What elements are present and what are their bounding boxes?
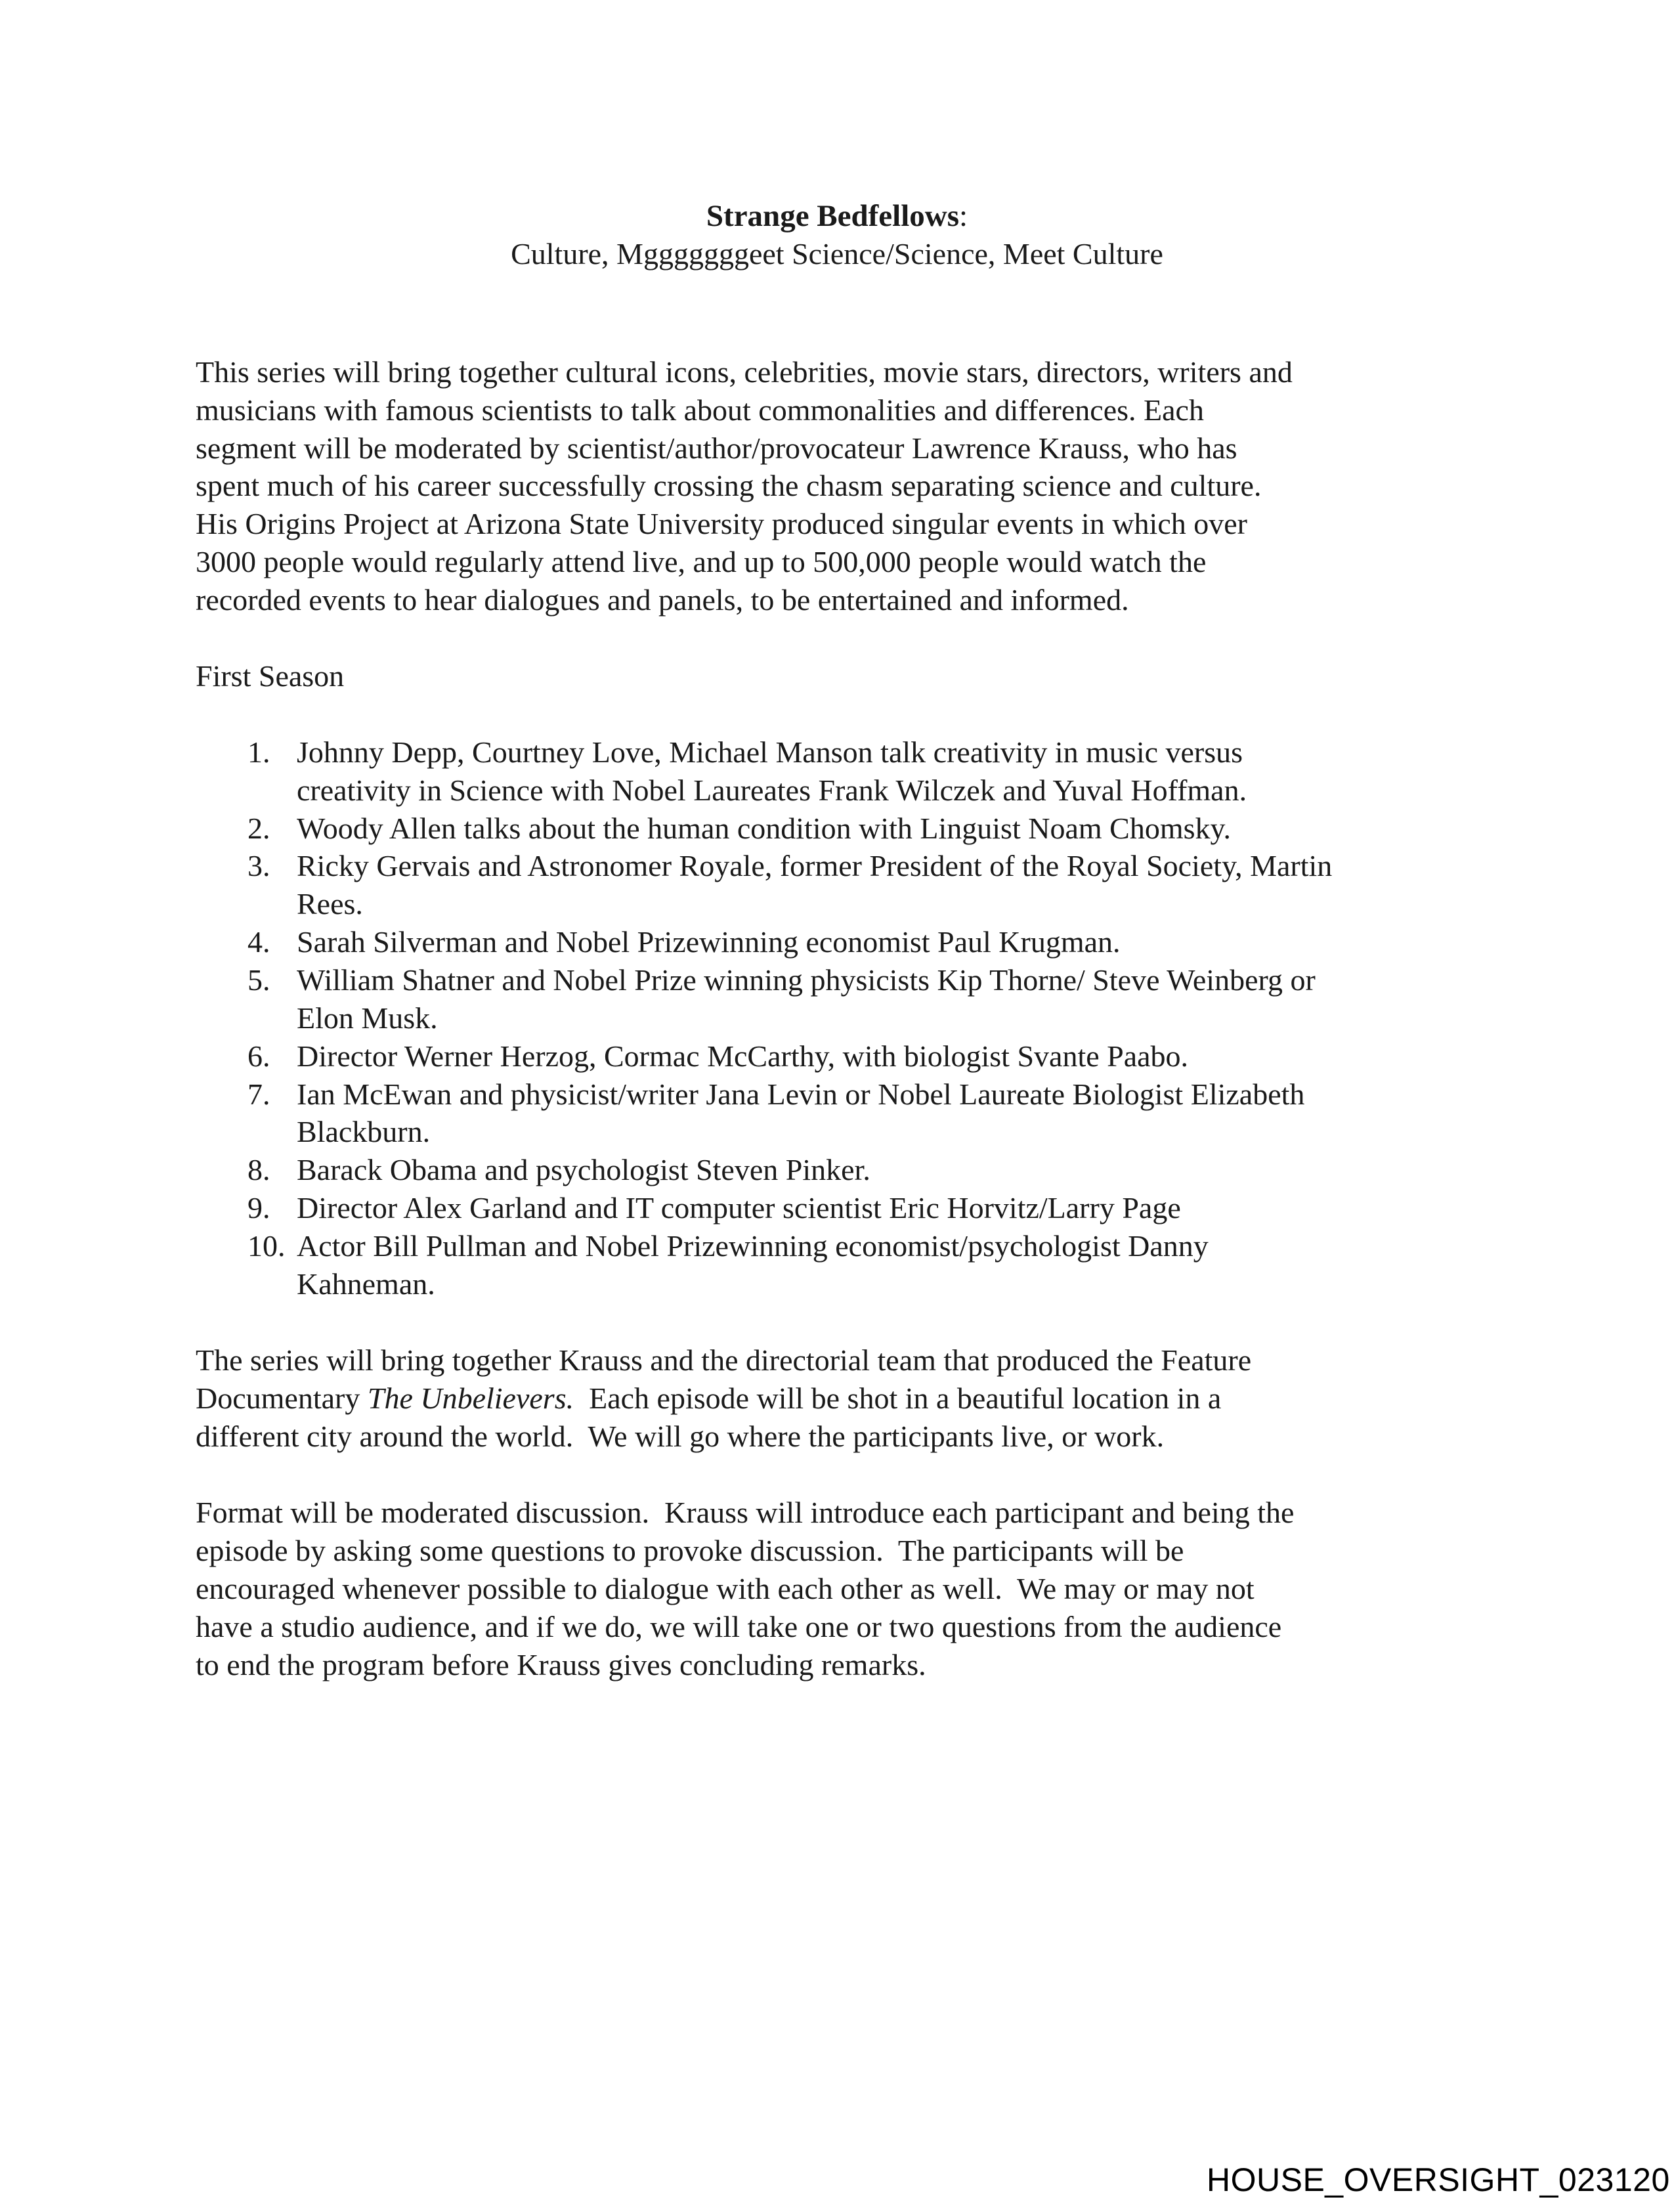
list-item-number: 9. (247, 1191, 270, 1225)
paragraph-line: episode by asking some questions to provoke discussion. The participants will be (196, 1534, 1184, 1567)
text-run: Each episode will be shot in a beautiful location in a (574, 1381, 1222, 1415)
title-colon: : (959, 199, 968, 233)
paragraph-line: This series will bring together cultural icons, celebrities, movie stars, directors, writers and (196, 355, 1293, 389)
list-item-text: Actor Bill Pullman and Nobel Prizewinning economist/psychologist Danny (297, 1229, 1209, 1263)
list-item-number: 1. (247, 735, 270, 769)
paragraph-line: Format will be moderated discussion. Krauss will introduce each participant and being the (196, 1496, 1295, 1529)
list-item-text: Blackburn. (297, 1115, 431, 1148)
document-subtitle: Culture, Mgggggggeet Science/Science, Meet Culture (511, 237, 1163, 271)
list-item-text: Elon Musk. (297, 1001, 438, 1035)
paragraph-line: 3000 people would regularly attend live, and up to 500,000 people would watch the (196, 545, 1207, 578)
paragraph-line (196, 1379, 1221, 1418)
list-item-number: 7. (247, 1077, 270, 1111)
list-item-text: Woody Allen talks about the human condition with Linguist Noam Chomsky. (297, 812, 1232, 845)
paragraph-line: spent much of his career successfully crossing the chasm separating science and culture. (196, 469, 1262, 502)
film-title: The Unbelievers. (367, 1381, 574, 1415)
paragraph-line: musicians with famous scientists to talk about commonalities and differences. Each (196, 393, 1204, 427)
list-item-text: Sarah Silverman and Nobel Prizewinning economist Paul Krugman. (297, 925, 1121, 959)
list-item-text: William Shatner and Nobel Prize winning physicists Kip Thorne/ Steve Weinberg or (297, 963, 1316, 997)
paragraph-line: The series will bring together Krauss and the directorial team that produced the Feature (196, 1343, 1252, 1377)
bates-stamp: HOUSE_OVERSIGHT_023120 (1207, 2161, 1670, 2198)
paragraph-line: have a studio audience, and if we do, we will take one or two questions from the audience (196, 1610, 1282, 1643)
list-item-text: Ricky Gervais and Astronomer Royale, former President of the Royal Society, Martin (297, 849, 1333, 882)
season-heading: First Season (196, 659, 345, 693)
document-title (0, 197, 1674, 235)
list-item-number: 3. (247, 849, 270, 882)
list-item-number: 6. (247, 1039, 270, 1073)
list-item-number: 2. (247, 812, 270, 845)
list-item-text: Ian McEwan and physicist/writer Jana Levin or Nobel Laureate Biologist Elizabeth (297, 1077, 1305, 1111)
list-item-text: Barack Obama and psychologist Steven Pinker. (297, 1153, 870, 1186)
list-item-number: 8. (247, 1153, 270, 1186)
paragraph-line: to end the program before Krauss gives concluding remarks. (196, 1648, 926, 1681)
paragraph-line: His Origins Project at Arizona State University produced singular events in which over (196, 507, 1247, 540)
list-item-text: Kahneman. (297, 1267, 435, 1301)
list-item-text: creativity in Science with Nobel Laureates Frank Wilczek and Yuval Hoffman. (297, 773, 1247, 807)
list-item-text: Director Alex Garland and IT computer scientist Eric Horvitz/Larry Page (297, 1191, 1181, 1225)
list-item-text: Johnny Depp, Courtney Love, Michael Manson talk creativity in music versus (297, 735, 1243, 769)
paragraph-line: encouraged whenever possible to dialogue with each other as well. We may or may not (196, 1572, 1255, 1605)
list-item-text: Rees. (297, 887, 363, 921)
text-run: Documentary (196, 1381, 368, 1415)
list-item-text: Director Werner Herzog, Cormac McCarthy, with biologist Svante Paabo. (297, 1039, 1189, 1073)
list-item-number: 4. (247, 925, 270, 959)
list-item-number: 5. (247, 963, 270, 997)
list-item-number: 10. (247, 1229, 286, 1263)
paragraph-line: recorded events to hear dialogues and panels, to be entertained and informed. (196, 583, 1129, 617)
title-text: Strange Bedfellows (706, 199, 960, 233)
paragraph-line: different city around the world. We will go where the participants live, or work. (196, 1420, 1165, 1453)
paragraph-line: segment will be moderated by scientist/author/provocateur Lawrence Krauss, who has (196, 431, 1237, 465)
